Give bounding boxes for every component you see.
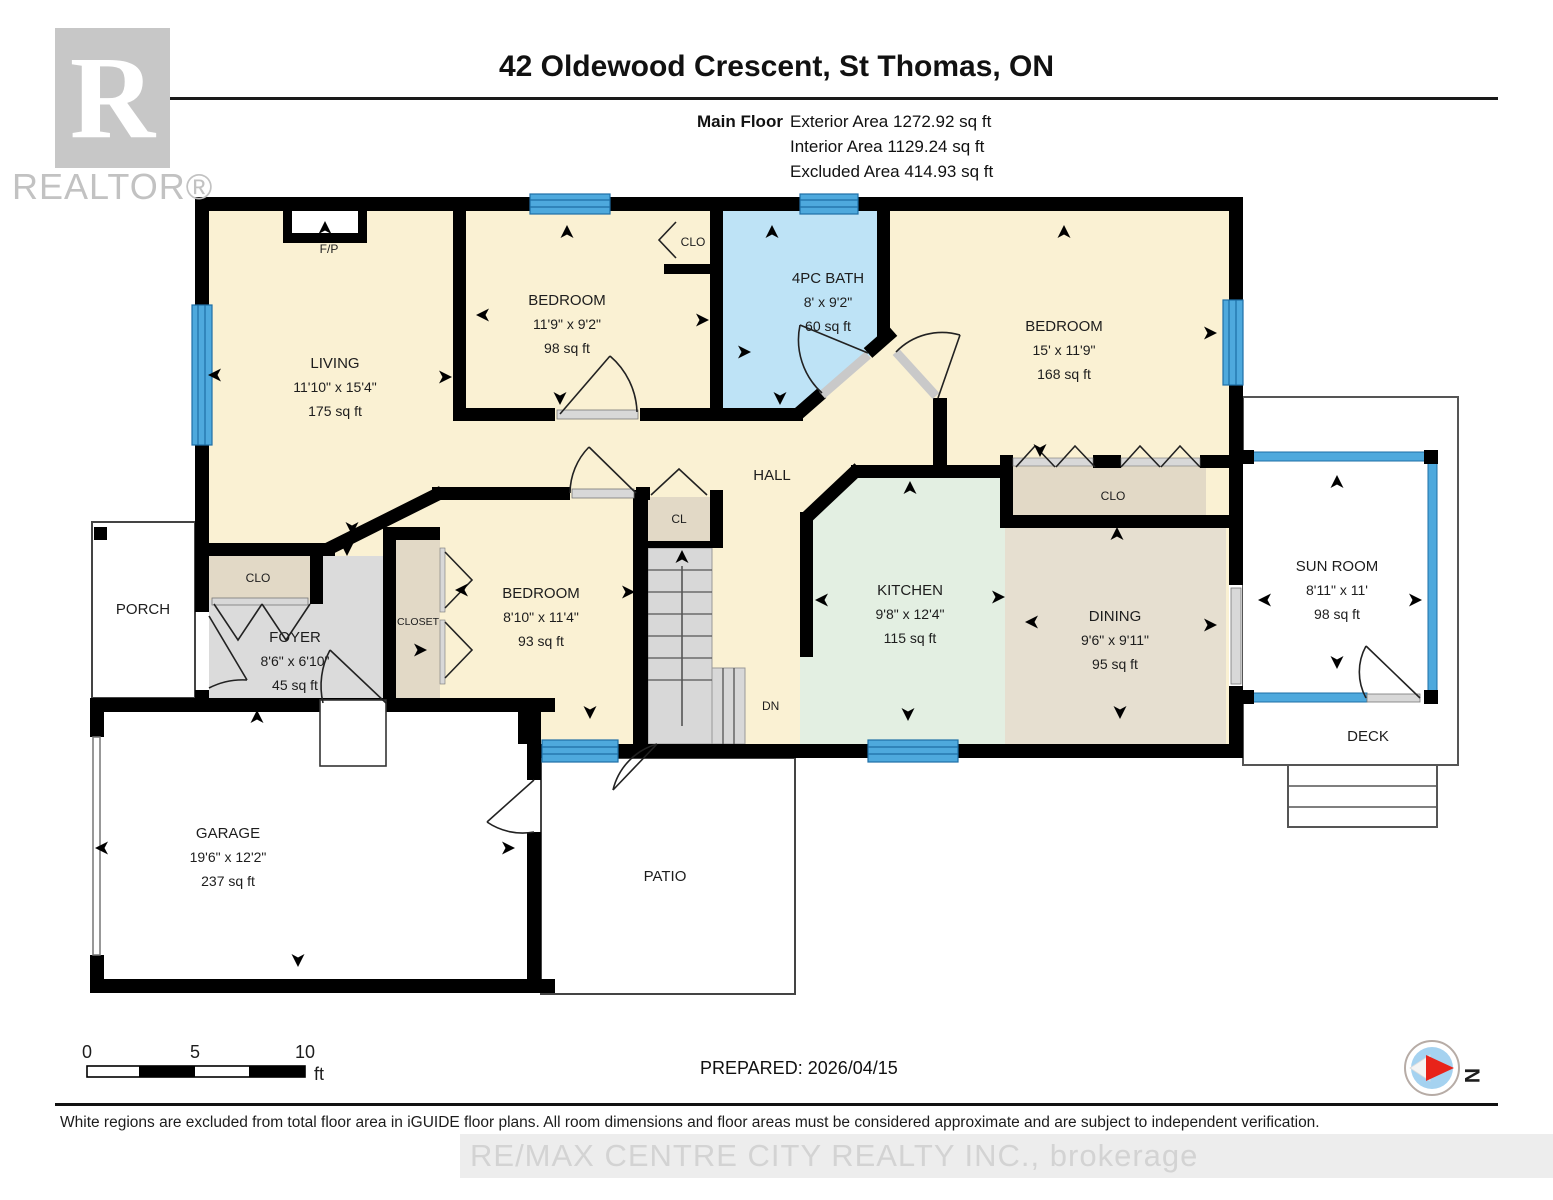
dining-dims: 9'6" x 9'11" <box>1081 632 1149 648</box>
realtor-logo-letter: R <box>69 32 156 163</box>
excluded-area: Excluded Area 414.93 sq ft <box>790 162 994 181</box>
bedroom-right-area: 168 sq ft <box>1037 366 1091 382</box>
brokerage-watermark <box>460 1134 1553 1178</box>
bedroom-left-area: 93 sq ft <box>518 633 564 649</box>
hall-label: HALL <box>753 467 791 484</box>
living-dims: 11'10" x 15'4" <box>293 379 377 395</box>
footer-divider <box>55 1103 1498 1106</box>
kitchen-floor <box>800 465 1013 744</box>
dining-name: DINING <box>1088 608 1142 625</box>
deck-label: DECK <box>1347 728 1389 745</box>
bedroom-left-closet-label: CLOSET <box>396 616 440 628</box>
interior-area: Interior Area 1129.24 sq ft <box>790 137 985 156</box>
garage-name: GARAGE <box>195 825 261 842</box>
disclaimer-text: White regions are excluded from total floor area in iGUIDE floor plans. All room dimensions and floor areas must be considered approximate and are subject to independent verification. <box>60 1114 1320 1131</box>
bedroom-left-name: BEDROOM <box>502 585 580 602</box>
page-title: 42 Oldewood Crescent, St Thomas, ON <box>498 50 1055 83</box>
stairs-landing <box>712 668 745 744</box>
header-divider <box>55 97 1498 100</box>
living-area: 175 sq ft <box>308 403 362 419</box>
patio-label: PATIO <box>643 868 687 885</box>
fireplace-label: F/P <box>319 242 339 256</box>
porch-post <box>94 527 107 540</box>
camera-marker-icon <box>292 954 305 967</box>
deck-steps <box>1288 765 1437 827</box>
foyer-closet-label: CLO <box>245 571 271 585</box>
exterior-area: Exterior Area 1272.92 sq ft <box>790 112 992 131</box>
foyer-area: 45 sq ft <box>272 677 318 693</box>
sunroom-structure <box>1240 450 1438 704</box>
sunroom-area: 98 sq ft <box>1314 606 1360 622</box>
compass-icon <box>1405 1041 1483 1095</box>
sunroom-dims: 8'11" x 11' <box>1306 582 1368 598</box>
floor-label: Main Floor <box>697 112 783 131</box>
bedroom-top-name: BEDROOM <box>528 292 606 309</box>
dining-closet-label: CLO <box>1100 489 1126 503</box>
bedroom-right-dims: 15' x 11'9" <box>1032 342 1096 358</box>
bath-area: 60 sq ft <box>805 318 851 334</box>
foyer-name: FOYER <box>269 629 321 646</box>
sunroom-name: SUN ROOM <box>1295 558 1379 575</box>
bedroom-top-dims: 11'9" x 9'2" <box>533 316 601 332</box>
stairs-down-label: DN <box>762 699 780 713</box>
scale-unit: ft <box>314 1064 325 1084</box>
garage-area: 237 sq ft <box>201 873 255 889</box>
stairs-floor <box>648 548 712 744</box>
bedroom-top-area: 98 sq ft <box>544 340 590 356</box>
kitchen-name: KITCHEN <box>877 582 943 599</box>
scale-tick-10: 10 <box>294 1042 316 1062</box>
bath-dims: 8' x 9'2" <box>803 294 853 310</box>
living-name: LIVING <box>310 355 360 372</box>
camera-marker-icon <box>502 842 515 855</box>
compass-north-label: N <box>1460 1068 1483 1084</box>
realtor-logo-icon <box>55 28 170 168</box>
bedroom-top-closet-label: CLO <box>680 235 706 249</box>
garage-dims: 19'6" x 12'2" <box>189 849 267 865</box>
hall-closet-label: CL <box>671 512 687 526</box>
bedroom-left-dims: 8'10" x 11'4" <box>503 609 579 625</box>
garage-door <box>93 737 100 955</box>
scale-tick-0: 0 <box>81 1042 93 1062</box>
dining-floor <box>1005 518 1226 744</box>
kitchen-dims: 9'8" x 12'4" <box>875 606 945 622</box>
realtor-logo-label: REALTOR® <box>12 166 214 207</box>
foyer-dims: 8'6" x 6'10" <box>260 653 330 669</box>
kitchen-area: 115 sq ft <box>883 630 937 646</box>
brokerage-watermark-text: RE/MAX CENTRE CITY REALTY INC., brokerage <box>470 1138 1199 1173</box>
prepared-date: PREPARED: 2026/04/15 <box>700 1058 898 1078</box>
scale-tick-5: 5 <box>189 1042 201 1062</box>
bedroom-right-name: BEDROOM <box>1025 318 1103 335</box>
bath-name: 4PC BATH <box>791 270 865 287</box>
scale-bar <box>82 1042 324 1084</box>
dining-area: 95 sq ft <box>1092 656 1138 672</box>
porch-label: PORCH <box>115 601 171 618</box>
